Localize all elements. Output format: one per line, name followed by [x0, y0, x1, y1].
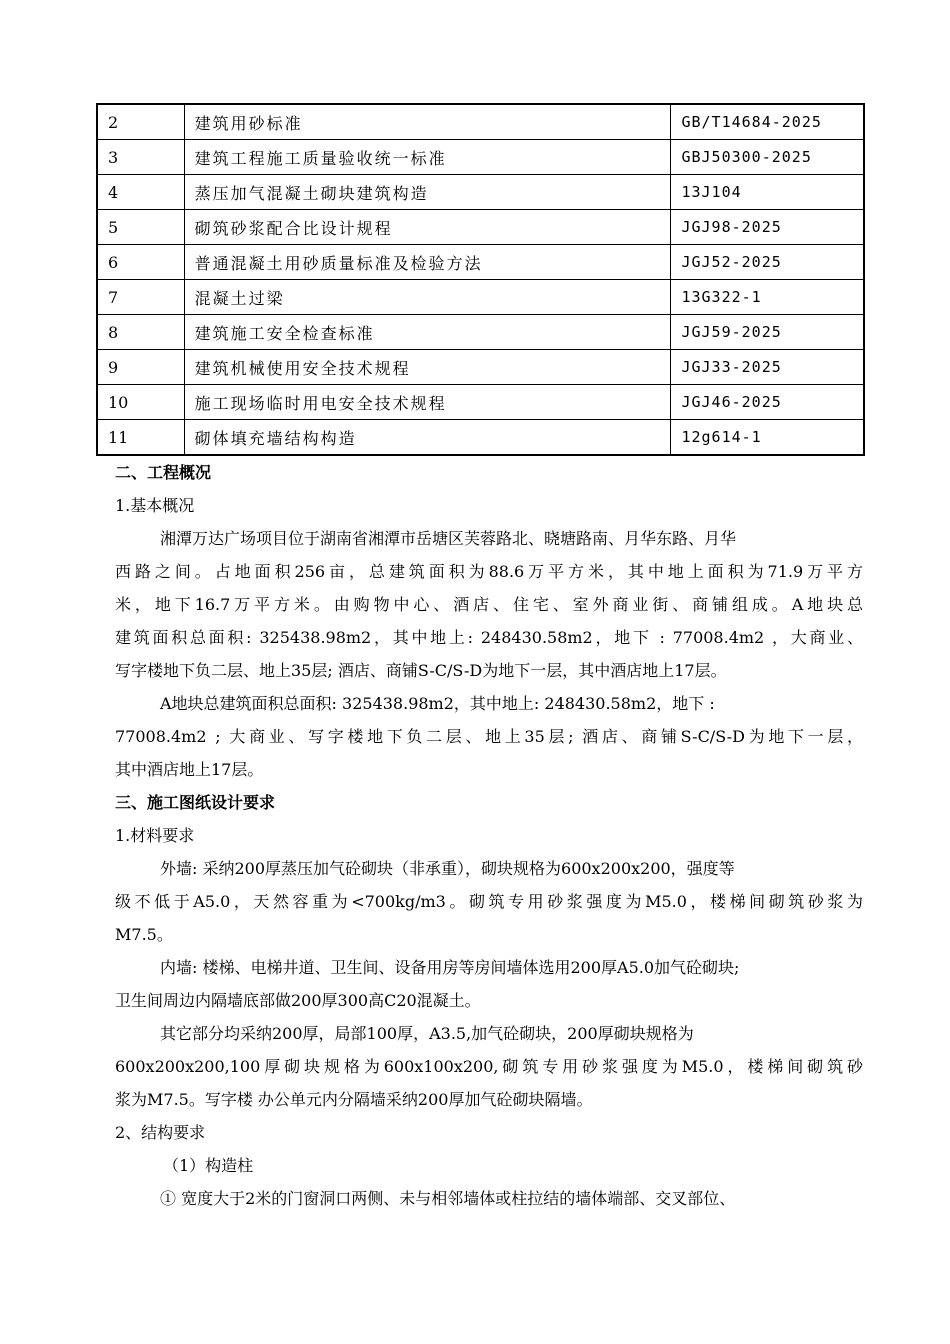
row-number: 11 — [97, 420, 184, 456]
section3-sub1: 1.材料要求 — [115, 826, 195, 845]
outer-line-1: 外墙: 采纳200厚蒸压加气砼砌块（非承重），砌块规格为600x200x200，强度等 — [160, 859, 735, 878]
standards-table — [96, 103, 865, 456]
standard-code: JGJ59-2025 — [671, 315, 864, 350]
p1-line-2: 西路之间。占地面积256亩，总建筑面积为88.6万平方米，其中地上面积为71.9万平方 — [115, 562, 863, 581]
standard-name: 砌体填充墙结构构造 — [184, 420, 671, 456]
table-row — [97, 350, 864, 385]
row-number: 6 — [97, 245, 184, 280]
standard-code: JGJ98-2025 — [671, 210, 864, 245]
standard-code: 13J104 — [671, 175, 864, 210]
section2-sub1: 1.基本概况 — [115, 496, 195, 515]
table-row — [97, 175, 864, 210]
standard-name: 建筑工程施工质量验收统一标准 — [184, 140, 671, 175]
table-row — [97, 280, 864, 315]
standard-code: 13G322-1 — [671, 280, 864, 315]
table-row — [97, 210, 864, 245]
outer-line-2: 级不低于A5.0，天然容重为<700kg/m3。砌筑专用砂浆强度为M5.0，楼梯间砌筑砂浆为 — [115, 892, 863, 911]
standard-code: JGJ33-2025 — [671, 350, 864, 385]
inner-line-1: 内墙: 楼梯、电梯井道、卫生间、设备用房等房间墙体选用200厚A5.0加气砼砌块; — [160, 958, 740, 977]
row-number: 7 — [97, 280, 184, 315]
table-row — [97, 104, 864, 140]
outer-line-3: M7.5。 — [115, 925, 173, 944]
standard-code: GB/T14684-2025 — [671, 104, 864, 140]
table-row — [97, 385, 864, 420]
standard-name: 建筑施工安全检查标准 — [184, 315, 671, 350]
row-number: 5 — [97, 210, 184, 245]
standard-code: GBJ50300-2025 — [671, 140, 864, 175]
other-line-1: 其它部分均采纳200厚，局部100厚，A3.5,加气砼砌块，200厚砌块规格为 — [160, 1024, 694, 1043]
section2-heading: 二、工程概况 — [115, 463, 212, 482]
standard-name: 砌筑砂浆配合比设计规程 — [184, 210, 671, 245]
table-row — [97, 140, 864, 175]
standard-name: 普通混凝土用砂质量标准及检验方法 — [184, 245, 671, 280]
row-number: 2 — [97, 104, 184, 140]
standard-code: 12g614-1 — [671, 420, 864, 456]
table-row — [97, 420, 864, 456]
section3-sub2-1: （1）构造柱 — [163, 1156, 254, 1175]
standard-name: 建筑机械使用安全技术规程 — [184, 350, 671, 385]
standard-name: 建筑用砂标准 — [184, 104, 671, 140]
other-line-2: 600x200x200,100厚砌块规格为600x100x200,砌筑专用砂浆强度为M5.0，楼梯间砌筑砂 — [115, 1057, 863, 1076]
row-number: 4 — [97, 175, 184, 210]
row-number: 3 — [97, 140, 184, 175]
p2-line-1: A地块总建筑面积总面积: 325438.98m2，其中地上: 248430.58m2，地下 : — [160, 694, 715, 713]
row-number: 10 — [97, 385, 184, 420]
p2-line-3: 其中酒店地上17层。 — [115, 760, 264, 779]
p2-line-2: 77008.4m2 ; 大商业、写字楼地下负二层、地上35层; 酒店、商铺S-C/S-D为地下一层， — [115, 727, 863, 746]
p1-line-4: 建筑面积总面积: 325438.98m2，其中地上: 248430.58m2，地下 : 77008.4m2 ，大商业、 — [115, 628, 863, 647]
standard-name: 施工现场临时用电安全技术规程 — [184, 385, 671, 420]
standard-code: JGJ46-2025 — [671, 385, 864, 420]
table-row — [97, 245, 864, 280]
p1-line-3: 米，地下16.7万平方米。由购物中心、酒店、住宅、室外商业街、商铺组成。A地块总 — [115, 595, 863, 614]
section3-heading: 三、施工图纸设计要求 — [115, 793, 276, 812]
inner-line-2: 卫生间周边内隔墙底部做200厚300高C20混凝土。 — [115, 991, 481, 1010]
standards-table-body — [97, 104, 864, 455]
item1-line-1: ① 宽度大于2米的门窗洞口两侧、未与相邻墙体或柱拉结的墙体端部、交叉部位、 — [160, 1189, 736, 1208]
p1-line-5: 写字楼地下负二层、地上35层; 酒店、商铺S-C/S-D为地下一层，其中酒店地上17层。 — [115, 661, 727, 680]
standard-code: JGJ52-2025 — [671, 245, 864, 280]
standard-name: 混凝土过梁 — [184, 280, 671, 315]
section3-sub2: 2、结构要求 — [115, 1123, 206, 1142]
row-number: 8 — [97, 315, 184, 350]
row-number: 9 — [97, 350, 184, 385]
standard-name: 蒸压加气混凝土砌块建筑构造 — [184, 175, 671, 210]
p1-line-1: 湘潭万达广场项目位于湖南省湘潭市岳塘区芙蓉路北、晓塘路南、月华东路、月华 — [160, 529, 737, 548]
other-line-3: 浆为M7.5。写字楼 办公单元内分隔墙采纳200厚加气砼砌块隔墙。 — [115, 1090, 593, 1109]
table-row — [97, 315, 864, 350]
